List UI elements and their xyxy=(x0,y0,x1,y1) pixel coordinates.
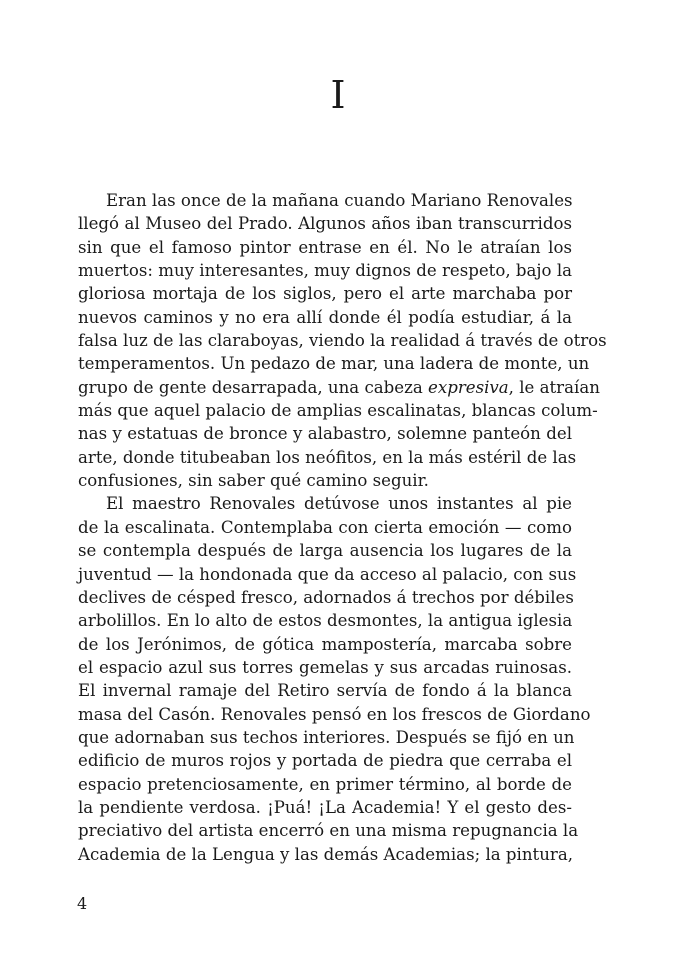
text-line: la pendiente verdosa. ¡Puá! ¡La Academia! Y el gesto des- xyxy=(78,797,572,817)
text-line: confusiones, sin saber qué camino seguir. xyxy=(78,471,429,491)
text-line: temperamentos. Un pedazo de mar, una ladera de monte, un xyxy=(78,354,590,374)
text-line: el espacio azul sus torres gemelas y sus arcadas ruinosas. xyxy=(78,657,572,677)
chapter-title: I xyxy=(330,73,346,117)
paragraph xyxy=(78,492,591,866)
text-line: arte, donde titubeaban los neófitos, en la más estéril de las xyxy=(78,447,577,467)
text-line: de la escalinata. Contemplaba con cierta emoción — como xyxy=(78,517,572,537)
text-line: Academia de la Lengua y las demás Academias; la pintura, xyxy=(78,844,573,864)
text-line: gloriosa mortaja de los siglos, pero el arte marchaba por xyxy=(78,284,572,304)
text-line: llegó al Museo del Prado. Algunos años iban transcurridos xyxy=(78,214,572,234)
text-line: nuevos caminos y no era allí donde él podía estudiar, á la xyxy=(78,307,572,327)
emphasis: expresiva xyxy=(428,377,509,397)
text-line: que adornaban sus techos interiores. Después se fijó en un xyxy=(78,727,575,747)
text-line: El maestro Renovales detúvose unos instantes al pie xyxy=(106,494,572,514)
text-line: arbolillos. En lo alto de estos desmontes, la antigua iglesia xyxy=(78,611,573,631)
text-line: edificio de muros rojos y portada de piedra que cerraba el xyxy=(78,751,572,771)
text-line: muertos: muy interesantes, muy dignos de respeto, bajo la xyxy=(78,261,573,281)
text-line: Eran las once de la mañana cuando Mariano Renovales xyxy=(106,191,573,210)
text-line: masa del Casón. Renovales pensó en los frescos de Giordano xyxy=(78,704,591,724)
text-line: se contempla después de larga ausencia los lugares de la xyxy=(78,541,572,561)
text-line: de los Jerónimos, de gótica mampostería, marcaba sobre xyxy=(78,634,572,654)
text-line: más que aquel palacio de amplias escalinatas, blancas colum- xyxy=(78,401,598,421)
text-line: nas y estatuas de bronce y alabastro, solemne panteón del xyxy=(78,424,572,444)
text-line: grupo de gente desarrapada, una cabeza expresiva, le atraían xyxy=(78,377,600,397)
text-line: El invernal ramaje del Retiro servía de fondo á la blanca xyxy=(78,681,572,701)
text-line: falsa luz de las claraboyas, viendo la realidad á través de otros xyxy=(78,331,607,351)
paragraph xyxy=(78,189,607,492)
text-line: sin que el famoso pintor entrase en él. No le atraían los xyxy=(78,237,572,257)
chapter-body xyxy=(78,189,607,866)
text-line: espacio pretenciosamente, en primer término, al borde de xyxy=(78,774,572,794)
text-line: declives de césped fresco, adornados á trechos por débiles xyxy=(78,587,574,607)
text-line: preciativo del artista encerró en una misma repugnancia la xyxy=(78,821,579,841)
text-line: juventud — la hondonada que da acceso al palacio, con sus xyxy=(78,564,577,584)
page-number: 4 xyxy=(77,894,88,913)
